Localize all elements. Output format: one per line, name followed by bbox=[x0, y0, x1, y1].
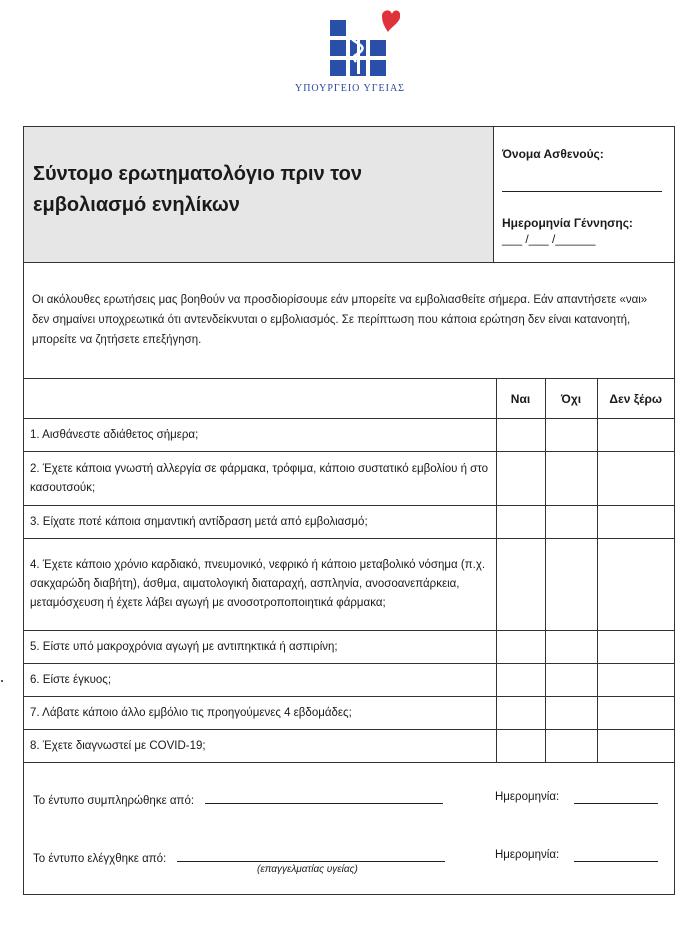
table-row bbox=[24, 452, 674, 506]
question-text: 5. Είστε υπό μακροχρόνια αγωγή με αντιπηκτικά ή ασπιρίνη; bbox=[24, 631, 496, 664]
answer-dont-know-cell[interactable] bbox=[597, 664, 674, 697]
checked-date-label: Ημερομηνία: bbox=[495, 849, 560, 861]
answer-dont-know-cell[interactable] bbox=[597, 419, 674, 452]
question-text: 1. Αισθάνεστε αδιάθετος σήμερα; bbox=[24, 419, 496, 452]
form-title-line-1: Σύντομο ερωτηματολόγιο πριν τον bbox=[33, 163, 363, 185]
questionnaire-form bbox=[23, 126, 675, 895]
answer-dont-know-cell[interactable] bbox=[597, 697, 674, 730]
answer-yes-cell[interactable] bbox=[496, 697, 545, 730]
checked-date-field[interactable] bbox=[574, 849, 658, 862]
answer-no-cell[interactable] bbox=[545, 452, 597, 506]
answer-yes-cell[interactable] bbox=[496, 506, 545, 539]
answer-yes-cell[interactable] bbox=[496, 539, 545, 631]
question-text: 8. Έχετε διαγνωστεί με COVID-19; bbox=[24, 730, 496, 763]
completed-by-field[interactable] bbox=[205, 791, 443, 804]
table-row bbox=[24, 506, 674, 539]
completed-date-label: Ημερομηνία: bbox=[495, 791, 560, 803]
answer-no-cell[interactable] bbox=[545, 539, 597, 631]
answer-no-cell[interactable] bbox=[545, 664, 597, 697]
form-title bbox=[24, 127, 494, 262]
answer-no-cell[interactable] bbox=[545, 697, 597, 730]
question-text: 4. Έχετε κάποιο χρόνιο καρδιακό, πνευμονικό, νεφρικό ή κάποιο μεταβολικό νόσημα (π.χ. σακχαρώδη διαβήτη), άσθμα, αιματολογική διαταραχή, ασπληνία, ανοσοανεπάρκεια, μεταμόσχευση ή έχετε λάβει αγωγή με ανοσοτροποποιητικά φάρμακα; bbox=[24, 539, 496, 631]
patient-name-label: Όνομα Ασθενούς: bbox=[502, 147, 604, 161]
completed-date-field[interactable] bbox=[574, 791, 658, 804]
form-title-line-2: εμβολιασμό ενηλίκων bbox=[33, 194, 240, 216]
question-text: 3. Είχατε ποτέ κάποια σημαντική αντίδραση μετά από εμβολιασμό; bbox=[24, 506, 496, 539]
ministry-name: ΥΠΟΥΡΓΕΙΟ ΥΓΕΙΑΣ bbox=[294, 83, 405, 94]
completed-by-row bbox=[33, 791, 673, 807]
completed-by-label: Το έντυπο συμπληρώθηκε από: bbox=[33, 795, 195, 807]
table-row bbox=[24, 697, 674, 730]
answer-no-cell[interactable] bbox=[545, 631, 597, 664]
dob-field[interactable]: ___ /___ /______ bbox=[502, 232, 596, 246]
professional-note: (επαγγελματίας υγείας) bbox=[257, 864, 358, 875]
questions-table bbox=[24, 379, 674, 763]
answer-yes-cell[interactable] bbox=[496, 452, 545, 506]
answer-yes-cell[interactable] bbox=[496, 631, 545, 664]
question-text: 2. Έχετε κάποια γνωστή αλλεργία σε φάρμακα, τρόφιμα, κάποιο συστατικό εμβολίου ή στο κασουτσούκ; bbox=[24, 452, 496, 506]
answer-dont-know-cell[interactable] bbox=[597, 631, 674, 664]
checked-by-label: Το έντυπο ελέγχθηκε από: bbox=[33, 853, 167, 865]
table-header-row bbox=[24, 379, 674, 419]
table-row bbox=[24, 664, 674, 697]
dob-label: Ημερομηνία Γέννησης: bbox=[502, 216, 633, 230]
form-footer bbox=[24, 757, 674, 894]
scan-speck bbox=[1, 680, 3, 682]
form-header bbox=[24, 127, 674, 263]
question-text: 6. Είστε έγκυος; bbox=[24, 664, 496, 697]
answer-dont-know-cell[interactable] bbox=[597, 452, 674, 506]
table-row bbox=[24, 631, 674, 664]
table-row bbox=[24, 539, 674, 631]
ministry-logo-icon bbox=[330, 6, 400, 76]
checked-by-row bbox=[33, 849, 673, 865]
answer-no-cell[interactable] bbox=[545, 419, 597, 452]
question-column-header bbox=[24, 379, 496, 419]
intro-text: Οι ακόλουθες ερωτήσεις μας βοηθούν να προσδιορίσουμε εάν μπορείτε να εμβολιασθείτε σήμερα. Εάν απαντήσετε «ναι» δεν σημαίνει υποχρεωτικά ότι αντενδείκνυται ο εμβολιασμός. Σε περίπτωση που κάποια ερώτηση δεν είναι κατανοητή, μπορείτε να ζητήσετε επεξήγηση. bbox=[24, 262, 674, 379]
patient-info bbox=[494, 127, 674, 262]
answer-no-cell[interactable] bbox=[545, 506, 597, 539]
answer-dont-know-cell[interactable] bbox=[597, 539, 674, 631]
patient-name-field[interactable] bbox=[502, 191, 662, 192]
answer-yes-cell[interactable] bbox=[496, 664, 545, 697]
checked-by-field[interactable] bbox=[177, 849, 445, 862]
answer-yes-cell[interactable] bbox=[496, 419, 545, 452]
yes-column-header: Ναι bbox=[496, 379, 545, 419]
no-column-header: Όχι bbox=[545, 379, 597, 419]
table-row bbox=[24, 419, 674, 452]
answer-dont-know-cell[interactable] bbox=[597, 506, 674, 539]
dont-know-column-header: Δεν ξέρω bbox=[597, 379, 674, 419]
question-text: 7. Λάβατε κάποιο άλλο εμβόλιο τις προηγούμενες 4 εβδομάδες; bbox=[24, 697, 496, 730]
